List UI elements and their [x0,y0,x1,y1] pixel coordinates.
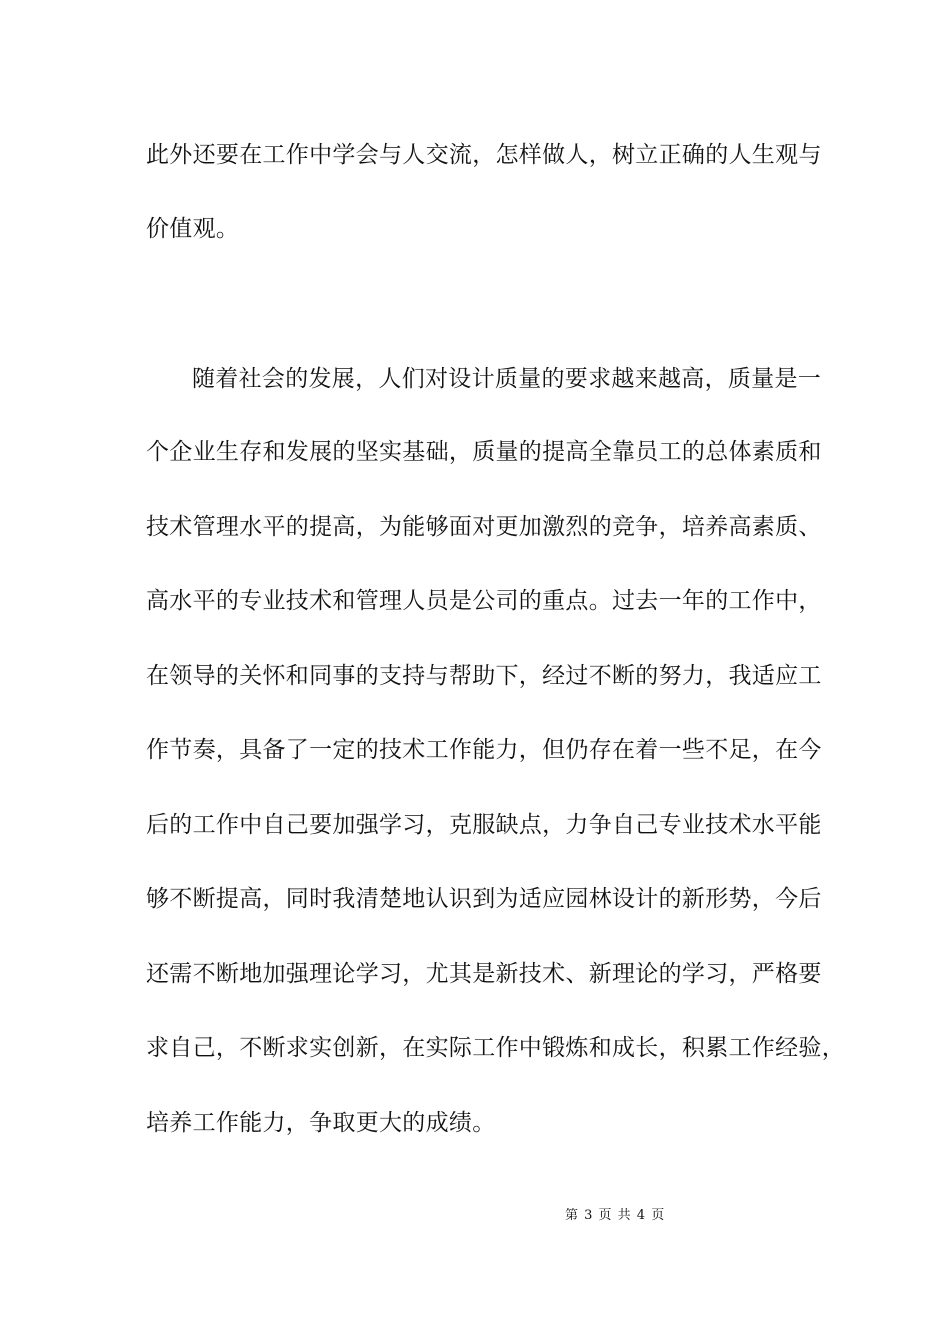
paragraph-2-line-10: 求自己，不断求实创新，在实际工作中锻炼和成长，积累工作经验， [146,1035,845,1061]
paragraph-2-line-3: 技术管理水平的提高，为能够面对更加激烈的竞争，培养高素质、 [146,514,822,540]
paragraph-2-line-1: 随着社会的发展，人们对设计质量的要求越来越高，质量是一 [192,366,822,392]
paragraph-2-line-6: 作节奏，具备了一定的技术工作能力，但仍存在着一些不足，在今 [146,737,822,763]
paragraph-2-line-11: 培养工作能力，争取更大的成绩。 [146,1110,496,1136]
paragraph-1-line-2: 价值观。 [146,216,240,242]
paragraph-2-line-7: 后的工作中自己要加强学习，克服缺点，力争自己专业技术水平能 [146,812,822,838]
paragraph-2-line-2: 个企业生存和发展的坚实基础，质量的提高全靠员工的总体素质和 [146,439,822,465]
paragraph-1-line-1: 此外还要在工作中学会与人交流，怎样做人，树立正确的人生观与 [146,142,822,168]
page-footer: 第 3 页 共 4 页 [565,1208,666,1223]
paragraph-2-line-8: 够不断提高，同时我清楚地认识到为适应园林设计的新形势，今后 [146,886,822,912]
paragraph-2-line-9: 还需不断地加强理论学习，尤其是新技术、新理论的学习，严格要 [146,961,822,987]
paragraph-2-line-4: 高水平的专业技术和管理人员是公司的重点。过去一年的工作中， [146,588,822,614]
paragraph-2-line-5: 在领导的关怀和同事的支持与帮助下，经过不断的努力，我适应工 [146,663,822,689]
